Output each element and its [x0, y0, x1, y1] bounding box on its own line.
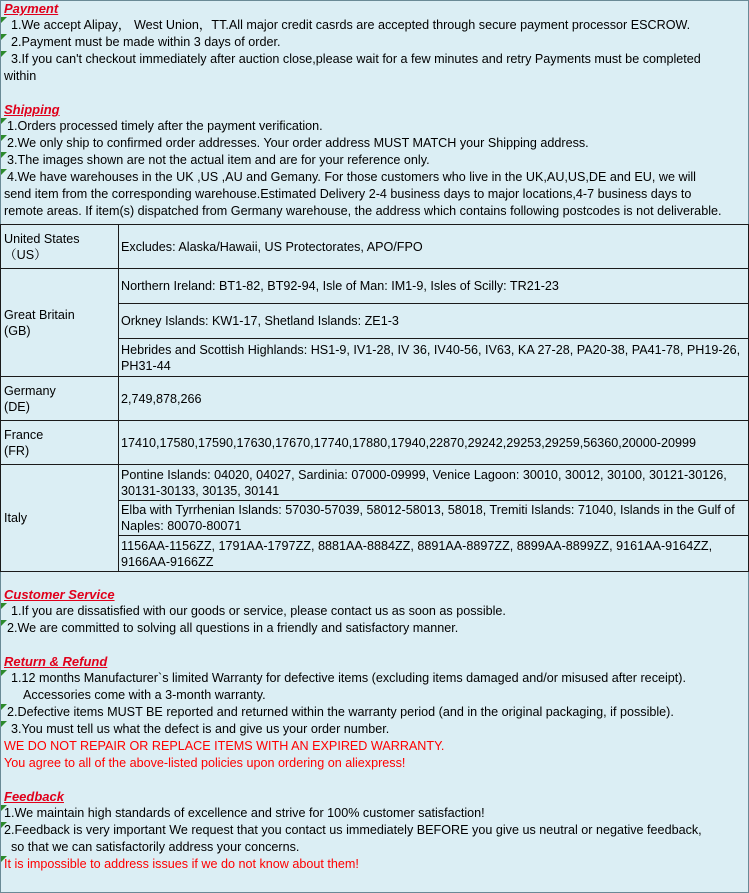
country-cell — [1, 465, 119, 572]
feedback-heading: Feedback — [4, 789, 64, 804]
cell-marker-icon — [1, 135, 7, 141]
cell-marker-icon — [1, 721, 7, 727]
table-row — [1, 465, 749, 501]
shipping-line-4: 4.We have warehouses in the UK ,US ,AU and Gemany. For those customers who live in the UK,AU,US,DE and EU, we will — [1, 169, 748, 186]
cell-marker-icon — [1, 169, 7, 175]
customer-service-line-1: 1.If you are dissatisfied with our goods or service, please contact us as soon as possible. — [1, 603, 748, 620]
shipping-line-5: send item from the corresponding warehouse.Estimated Delivery 2-4 business days to major locations,4-7 business days to — [4, 187, 692, 201]
country-name: Germany — [4, 383, 56, 398]
cell-marker-icon — [1, 17, 7, 23]
customer-service-section — [1, 587, 748, 637]
table-row — [1, 225, 749, 269]
country-name: France — [4, 427, 44, 442]
warranty-warning: WE DO NOT REPAIR OR REPLACE ITEMS WITH AN EXPIRED WARRANTY. — [4, 739, 445, 753]
return-line-1: 1.12 months Manufacturer`s limited Warranty for defective items (excluding items damaged and/or misused after receipt). — [1, 670, 748, 687]
country-cell — [1, 269, 119, 377]
postcode-cell: 17410,17580,17590,17630,17670,17740,17880,17940,22870,29242,29253,29259,56360,20000-20999 — [119, 421, 749, 465]
return-refund-section — [1, 654, 748, 772]
table-row — [1, 377, 749, 421]
cell-marker-icon — [1, 704, 7, 710]
payment-line-4: within — [4, 69, 37, 83]
country-name: United States — [4, 231, 80, 246]
country-cell — [1, 377, 119, 421]
customer-service-line-2: 2.We are committed to solving all questions in a friendly and satisfactory manner. — [1, 620, 748, 637]
country-cell — [1, 225, 119, 269]
cell-marker-icon — [1, 670, 7, 676]
cell-marker-icon — [1, 620, 7, 626]
country-code: (DE) — [4, 399, 30, 414]
cell-marker-icon — [1, 805, 7, 811]
postcode-cell: Elba with Tyrrhenian Islands: 57030-57039, 58012-58013, 58018, Tremiti Islands: 71040, Islands in the Gulf of Naples: 80070-80071 — [119, 501, 749, 536]
postcode-cell: Northern Ireland: BT1-82, BT92-94, Isle of Man: IM1-9, Isles of Scilly: TR21-23 — [119, 269, 749, 304]
shipping-line-3: 3.The images shown are not the actual item and are for your reference only. — [1, 152, 748, 169]
feedback-line-1: 1.We maintain high standards of excellence and strive for 100% customer satisfaction! — [1, 805, 748, 822]
feedback-line-2: 2.Feedback is very important We request that you contact us immediately BEFORE you give us neutral or negative feedback, — [1, 822, 748, 839]
cell-marker-icon — [1, 822, 7, 828]
postcode-cell: Orkney Islands: KW1-17, Shetland Islands: ZE1-3 — [119, 304, 749, 339]
table-row — [1, 421, 749, 465]
cell-marker-icon — [1, 118, 7, 124]
country-code: (GB) — [4, 323, 31, 338]
postcode-cell: Hebrides and Scottish Highlands: HS1-9, IV1-28, IV 36, IV40-56, IV63, KA 27-28, PA20-38, PA41-78, PH19-26, PH31-44 — [119, 339, 749, 377]
shipping-line-1: 1.Orders processed timely after the payment verification. — [1, 118, 748, 135]
return-line-3: 2.Defective items MUST BE reported and returned within the warranty period (and in the original packaging, if possible). — [1, 704, 748, 721]
shipping-section — [1, 102, 748, 572]
country-name: Great Britain — [4, 307, 75, 322]
shipping-heading: Shipping — [4, 102, 60, 117]
postcode-cell: 2,749,878,266 — [119, 377, 749, 421]
country-code: (FR) — [4, 443, 30, 458]
feedback-line-3: so that we can satisfactorily address your concerns. — [11, 840, 300, 854]
feedback-warning: It is impossible to address issues if we do not know about them! — [1, 856, 748, 873]
shipping-line-2: 2.We only ship to confirmed order addresses. Your order address MUST MATCH your Shipping address. — [1, 135, 748, 152]
payment-section — [1, 1, 748, 85]
cell-marker-icon — [1, 51, 7, 57]
country-name: Italy — [4, 511, 28, 525]
cell-marker-icon — [1, 34, 7, 40]
country-cell — [1, 421, 119, 465]
return-refund-heading: Return & Refund — [4, 654, 108, 669]
policy-agreement: You agree to all of the above-listed policies upon ordering on aliexpress! — [4, 756, 406, 770]
cell-marker-icon — [1, 152, 7, 158]
country-code: （US） — [4, 247, 47, 262]
postcode-cell: Excludes: Alaska/Hawaii, US Protectorates, APO/FPO — [119, 225, 749, 269]
cell-marker-icon — [1, 856, 7, 862]
shipping-line-6: remote areas. If item(s) dispatched from Germany warehouse, the address which contains following postcodes is not deliverable. — [4, 204, 722, 218]
feedback-section — [1, 789, 748, 873]
return-line-4: 3.You must tell us what the defect is and give us your order number. — [1, 721, 748, 738]
payment-line-1: 1.We accept Alipay， West Union，TT.All major credit casrds are accepted through secure payment processor ESCROW. — [1, 17, 748, 34]
payment-heading: Payment — [4, 1, 59, 16]
return-line-2: Accessories come with a 3-month warranty. — [23, 688, 266, 702]
table-row — [1, 269, 749, 304]
payment-line-3: 3.If you can't checkout immediately after auction close,please wait for a few minutes and retry Payments must be completed — [1, 51, 748, 68]
cell-marker-icon — [1, 603, 7, 609]
payment-line-2: 2.Payment must be made within 3 days of order. — [1, 34, 748, 51]
postcode-cell: Pontine Islands: 04020, 04027, Sardinia: 07000-09999, Venice Lagoon: 30010, 30012, 30100, 30121-30126, 30131-30133, 30135, 30141 — [119, 465, 749, 501]
postcode-cell: 1156AA-1156ZZ, 1791AA-1797ZZ, 8881AA-8884ZZ, 8891AA-8897ZZ, 8899AA-8899ZZ, 9161AA-9164ZZ, 9166AA-9166ZZ — [119, 536, 749, 572]
customer-service-heading: Customer Service — [4, 587, 115, 602]
postcode-table — [0, 224, 749, 572]
